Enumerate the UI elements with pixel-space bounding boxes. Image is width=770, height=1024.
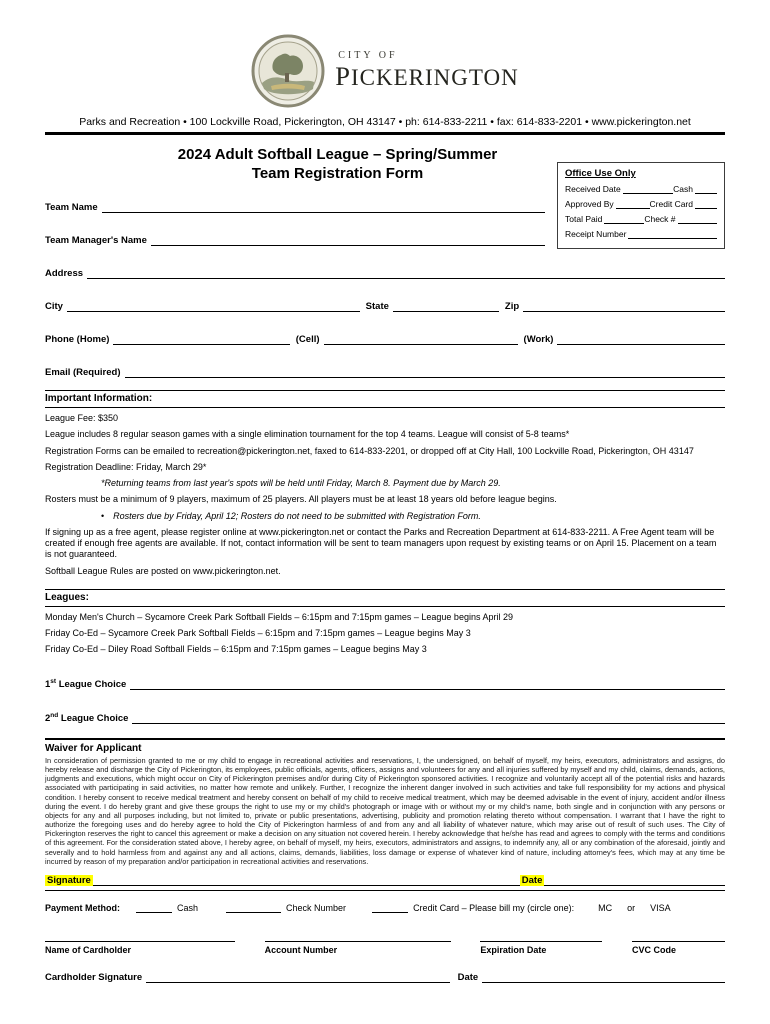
receipt-number-label: Receipt Number <box>565 229 627 239</box>
choice2-text: League Choice <box>60 712 129 724</box>
total-paid-label: Total Paid <box>565 214 603 224</box>
form-title-line1: 2024 Adult Softball League – Spring/Summer <box>177 146 498 163</box>
state-line[interactable] <box>393 300 499 312</box>
credit-card-label: Credit Card – Please bill my (circle one): <box>413 902 575 913</box>
bullet-icon: • <box>101 510 105 521</box>
registration-deadline-text: Registration Deadline: Friday, March 29* <box>45 461 207 472</box>
state-label: State <box>365 301 389 313</box>
free-agent-text: If signing up as a free agent, please register online at www.pickerington.net or contact the Parks and Recreation Department at 614-833-2211. A Free Agent team will be created if enough free agents are available. If not, contact information will be sent to team managers upon request by existing teams or on April 15. Placement on a team is not guaranteed. <box>45 526 717 560</box>
office-row-total <box>565 214 717 224</box>
league-rules-text: Softball League Rules are posted on www.pickerington.net. <box>45 565 281 576</box>
cardholder-signature-line[interactable] <box>146 971 449 983</box>
account-number-label: Account Number <box>264 944 338 955</box>
rosters-due-bullet <box>101 511 725 522</box>
cvc-code-label: CVC Code <box>631 944 676 955</box>
address-field <box>45 267 725 279</box>
office-row-approved <box>565 199 717 209</box>
phone-field <box>45 333 725 345</box>
zip-line[interactable] <box>523 300 725 312</box>
city-line[interactable] <box>67 300 360 312</box>
form-title <box>45 145 630 183</box>
expiration-date-field[interactable] <box>480 941 602 955</box>
approved-by-label: Approved By <box>565 199 614 209</box>
address-label: Address <box>45 268 84 280</box>
logo-city-name-text: PICKERINGTON <box>335 61 519 91</box>
or-text: or <box>627 902 636 913</box>
rosters-text: Rosters must be a minimum of 9 players, maximum of 25 players. All players must be at least 18 years old before league begins. <box>45 494 557 505</box>
received-date-line[interactable] <box>623 185 673 194</box>
choice2-ordinal: nd <box>50 711 59 719</box>
league-option-friday-sycamore: Friday Co-Ed – Sycamore Creek Park Softball Fields – 6:15pm and 7:15pm games – League begins May 3 <box>45 628 471 639</box>
cvc-code-field[interactable] <box>632 941 725 955</box>
address-line[interactable] <box>87 267 725 279</box>
card-details-row <box>45 941 725 955</box>
office-cash-label: Cash <box>673 184 693 194</box>
rosters-due-text: Rosters due by Friday, April 12; Rosters do not need to be submitted with Registration Form. <box>113 510 481 521</box>
choice1-ordinal: st <box>50 677 57 685</box>
office-credit-card-label: Credit Card <box>649 199 693 209</box>
office-cash-line[interactable] <box>695 185 717 194</box>
cardholder-signature-row <box>45 971 725 983</box>
name-of-cardholder-label: Name of Cardholder <box>45 944 132 955</box>
office-use-title: Office Use Only <box>565 168 636 179</box>
cardholder-date-label: Date <box>457 971 479 983</box>
choice1-number: 1 <box>45 678 51 690</box>
payment-method-row <box>45 902 725 913</box>
office-row-received <box>565 184 717 194</box>
check-number-label-office: Check # <box>644 214 676 224</box>
team-manager-field <box>45 234 545 246</box>
total-paid-line[interactable] <box>604 215 644 224</box>
name-of-cardholder-field[interactable] <box>45 941 235 955</box>
check-number-line[interactable] <box>226 902 281 913</box>
games-text: League includes 8 regular season games with a single elimination tournament for the top 4 teams. League will consist of 5-8 teams* <box>45 429 570 440</box>
city-logo <box>45 0 725 108</box>
cardholder-signature-label: Cardholder Signature <box>45 971 143 983</box>
phone-home-line[interactable] <box>113 333 289 345</box>
payment-method-label: Payment Method: <box>45 902 121 913</box>
mc-option[interactable]: MC <box>598 902 613 913</box>
league-option-monday: Monday Men's Church – Sycamore Creek Park Softball Fields – 6:15pm and 7:15pm games – League begins April 29 <box>45 611 513 622</box>
first-league-choice-label <box>45 678 126 690</box>
important-information-header: Important Information: <box>45 390 725 408</box>
phone-cell-line[interactable] <box>324 333 518 345</box>
phone-cell-label: (Cell) <box>295 334 320 346</box>
email-field <box>45 366 725 378</box>
header-contact-line: Parks and Recreation • 100 Lockville Road, Pickerington, OH 43147 • ph: 614-833-2211 • fax: 614-833-2201 • www.pickerington.net <box>79 116 691 128</box>
league-fee-text: League Fee: $350 <box>45 413 119 424</box>
credit-card-select-line[interactable] <box>372 902 408 913</box>
cardholder-date-line[interactable] <box>482 971 725 983</box>
second-league-choice-field <box>45 712 725 724</box>
phone-work-label: (Work) <box>523 334 554 346</box>
team-name-label: Team Name <box>45 202 98 214</box>
second-league-choice-line[interactable] <box>132 712 725 724</box>
signature-line[interactable] <box>93 874 520 886</box>
team-name-field <box>45 201 545 213</box>
phone-home-label: Phone (Home) <box>45 334 110 346</box>
first-league-choice-field <box>45 678 725 690</box>
header-rule <box>45 132 725 135</box>
zip-label: Zip <box>504 301 520 313</box>
expiration-date-label: Expiration Date <box>480 944 547 955</box>
approved-by-line[interactable] <box>616 200 650 209</box>
waiver-header: Waiver for Applicant <box>45 738 725 754</box>
logo-wordmark <box>335 50 518 92</box>
choice1-text: League Choice <box>58 678 127 690</box>
returning-teams-note: *Returning teams from last year's spots will be held until Friday, March 8. Payment due by March 29. <box>101 478 501 489</box>
phone-work-line[interactable] <box>557 333 725 345</box>
office-credit-card-line[interactable] <box>695 200 717 209</box>
email-line[interactable] <box>125 366 726 378</box>
account-number-field[interactable] <box>265 941 451 955</box>
signature-date-label: Date <box>521 874 543 886</box>
office-use-only-box <box>557 162 725 249</box>
signature-label: Signature <box>47 874 91 886</box>
email-label: Email (Required) <box>45 367 121 379</box>
waiver-text: In consideration of permission granted to me or my child to engage in recreational activities and reservations, I, the undersigned, on behalf of myself, my heirs, executors, administrators and assigns, do hereby release and discharge the City of Pickerington, its employees, public officials, agents, officers, assigns and volunteers for any and all injuries suffered by myself and my child, claims, demands, actions, judgments and executions, which might occur on City of Pickerington premises and/or during City of Pickerington sponsored activities. I recognize and voluntarily accept all of the potential risks and hazards associated with participating in said activities, no matter how remote and unlikely. Further, I recognize the inherent danger involved in such activities and take full responsibility for my actions and physical condition. I hereby consent to receive medical treatment and hereby consent on behalf of my child to receive medical treatment, which may be deemed advisable in the event of injury, accident and/or illness during the event. I do hereby grant and give these groups the right to use my or my child's photograph or image with or without my or my child's name, both single and in conjunction with any persons or objects for any and all purposes including, but not limited to, private or public presentations, advertising, publicity and promotion relating thereto without compensation. I warrant that I have the right to authorize the foregoing uses and do hereby agree to hold the City of Pickerington harmless of and from any and all liability of whatever nature, which may arise out of result of such uses. The City of Pickerington reserves the right to cancel this agreement or make a decision on any situation not covered herein. I hereby acknowledge that he/she has read and agrees to comply with the terms and conditions of this agreement. For the consideration stated above, I hereby agree, on behalf of myself, my heirs, executors, administrators and assigns, to indemnify any, all or any combination of the aforesaid, jointly and severally and to hold harmless from and against any and all actions, claims, demands, liabilities, loss damage or expense of whatever kind of nature, including attorney's fees, which may at any time be incurred by reason of my preparation and/or participation in recreational activities and reservations. <box>45 755 725 866</box>
registration-forms-text: Registration Forms can be emailed to recreation@pickerington.net, faxed to 614-833-2201, or dropped off at City Hall, 100 Lockville Road, Pickerington, OH 43147 <box>45 445 694 456</box>
check-number-label: Check Number <box>286 902 347 913</box>
received-date-label: Received Date <box>565 184 621 194</box>
choice2-number: 2 <box>45 712 51 724</box>
office-check-line[interactable] <box>678 215 717 224</box>
city-seal-icon <box>251 34 325 108</box>
team-name-line[interactable] <box>102 201 545 213</box>
logo-city-of-text: CITY OF <box>338 50 398 61</box>
signature-divider <box>45 890 725 891</box>
signature-row <box>45 874 725 886</box>
cash-select-line[interactable] <box>136 902 172 913</box>
second-league-choice-label <box>45 712 128 724</box>
team-manager-line[interactable] <box>151 234 545 246</box>
office-row-receipt <box>565 229 717 239</box>
league-option-friday-diley: Friday Co-Ed – Diley Road Softball Fields – 6:15pm and 7:15pm games – League begins May 3 <box>45 644 427 655</box>
form-title-line2: Team Registration Form <box>251 165 424 183</box>
signature-date-line[interactable] <box>544 874 725 886</box>
receipt-number-line[interactable] <box>628 230 717 239</box>
team-manager-label: Team Manager's Name <box>45 235 147 247</box>
visa-option[interactable]: VISA <box>650 902 671 913</box>
city-state-zip-field <box>45 300 725 312</box>
leagues-header: Leagues: <box>45 589 725 607</box>
city-label: City <box>45 301 63 313</box>
cash-option-label: Cash <box>177 902 199 913</box>
first-league-choice-line[interactable] <box>130 678 725 690</box>
